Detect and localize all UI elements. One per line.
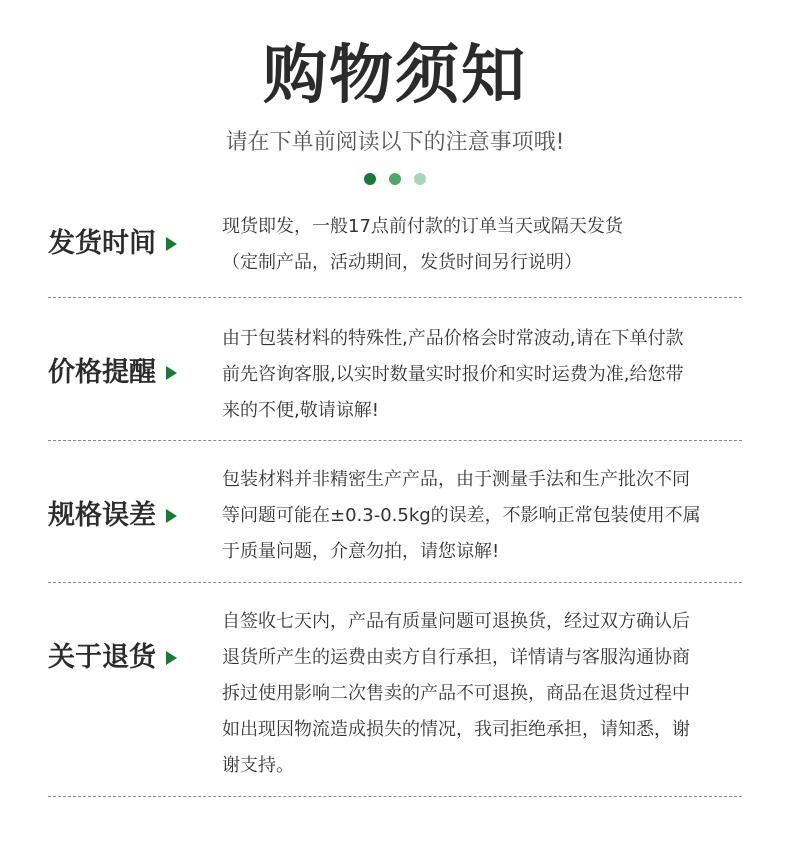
dashed-divider xyxy=(48,796,742,797)
body-line: 由于包装材料的特殊性,产品价格会时常波动,请在下单付款 xyxy=(222,328,684,349)
section-heading-label: 规格误差 xyxy=(48,500,156,531)
section-body xyxy=(222,604,744,784)
section-body xyxy=(222,321,744,429)
section-heading xyxy=(48,355,177,391)
section-shipping-time xyxy=(48,208,742,288)
body-line: 谢支持。 xyxy=(222,755,294,776)
section-body xyxy=(222,462,744,570)
body-line: 包装材料并非精密生产产品，由于测量手法和生产批次不同 xyxy=(222,469,690,490)
pagination-dots xyxy=(0,173,790,185)
section-heading xyxy=(48,498,177,534)
section-returns xyxy=(48,604,742,784)
body-line: 等问题可能在±0.3-0.5kg的误差，不影响正常包装使用不属 xyxy=(222,505,701,526)
body-line: 来的不便,敬请谅解! xyxy=(222,400,379,421)
body-line: 拆过使用影响二次售卖的产品不可退换，商品在退货过程中 xyxy=(222,683,690,704)
section-heading xyxy=(48,640,177,676)
body-line: 于质量问题，介意勿拍，请您谅解! xyxy=(222,541,500,562)
section-heading xyxy=(48,226,177,262)
dot-2 xyxy=(389,173,401,185)
section-heading-label: 关于退货 xyxy=(48,642,156,673)
dot-3 xyxy=(414,173,426,185)
play-arrow-icon xyxy=(166,509,177,523)
body-line: 前先咨询客服,以实时数量实时报价和实时运费为准,给您带 xyxy=(222,364,684,385)
body-line: （定制产品，活动期间，发货时间另行说明） xyxy=(222,252,582,273)
section-price-reminder xyxy=(48,320,742,430)
play-arrow-icon xyxy=(166,651,177,665)
page-subtitle: 请在下单前阅读以下的注意事项哦! xyxy=(225,130,565,155)
dashed-divider xyxy=(48,440,742,441)
dashed-divider xyxy=(48,582,742,583)
dot-1 xyxy=(364,173,376,185)
section-body xyxy=(222,209,744,281)
dashed-divider xyxy=(48,297,742,298)
play-arrow-icon xyxy=(166,366,177,380)
section-heading-label: 价格提醒 xyxy=(48,357,156,388)
body-line: 如出现因物流造成损失的情况，我司拒绝承担，请知悉，谢 xyxy=(222,719,690,740)
section-spec-tolerance xyxy=(48,462,742,572)
body-line: 退货所产生的运费由卖方自行承担，详情请与客服沟通协商 xyxy=(222,647,690,668)
section-heading-label: 发货时间 xyxy=(48,228,156,259)
play-arrow-icon xyxy=(166,237,177,251)
body-line: 现货即发，一般17点前付款的订单当天或隔天发货 xyxy=(222,216,623,237)
page-title: 购物须知 xyxy=(263,39,527,113)
body-line: 自签收七天内，产品有质量问题可退换货，经过双方确认后 xyxy=(222,611,690,632)
